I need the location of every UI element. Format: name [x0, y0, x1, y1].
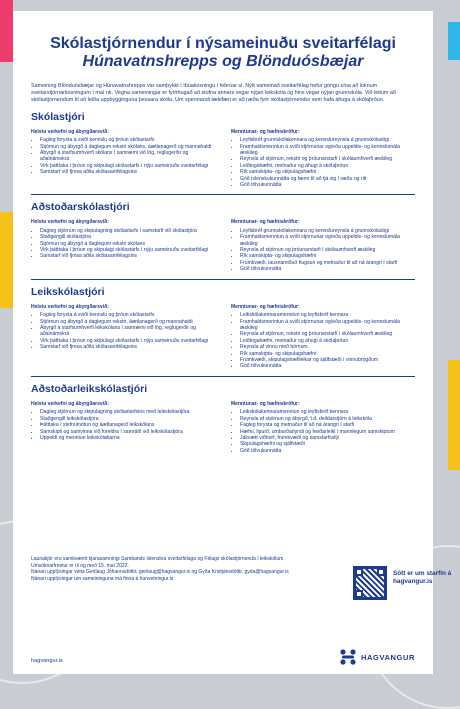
section-columns — [31, 401, 415, 454]
section-columns — [31, 129, 415, 189]
section-title: Skólastjóri — [31, 110, 85, 123]
qualifications-list — [231, 312, 415, 370]
list-item: • Samstarf við fjmsa aðila skólasamfélagsins — [40, 169, 215, 175]
qualifications-column — [231, 219, 415, 272]
list-item: • Fagleg forysta og metnaður til að ná árangri í starfi — [240, 422, 415, 428]
list-item: • Stjórnun og ábyrgð á daglegum rekstri skólans — [40, 241, 215, 247]
qualifications-column — [231, 129, 415, 189]
responsibilities-column — [31, 304, 215, 370]
list-item: • Virk þátttaka í þróun og skipulagi skólastarfs í nýju sameinuðu sveitarfélagi — [40, 247, 215, 253]
job-ad-poster — [13, 11, 452, 674]
list-item: • Rík samskipta- og skipulagshæfni — [240, 253, 415, 259]
qualifications-list — [231, 137, 415, 188]
list-item: • Uppeldi og menntun leikskólabarna — [40, 435, 215, 441]
list-item: • Jákvætt viðhorf, frumkvæði og samstarfsvilji — [240, 435, 415, 441]
list-item: • Staðgengill leikskólastjóra — [40, 416, 215, 422]
list-item: • Dagleg stjórnun og skipulagning skólastarfsins með leikskólastjóra — [40, 409, 215, 415]
list-item: • Leiðtogahæfni, metnaður og áhugi á skólaþróun — [240, 163, 415, 169]
list-item: • Hæfni, lipurð, umburðarlyndi og heiðarleiki í mannlegum samskiptum — [240, 429, 415, 435]
responsibilities-list — [31, 409, 215, 441]
footer-line: Nánari upplýsingar veita Geirlaug Jóhannsdóttir, geirlaug@hagvangur.is og Gyða Kristjánsdóttir, gyda@hagvangur.is — [31, 569, 289, 576]
responsibilities-heading: Helstu verkefni og ábyrgðarsvið: — [31, 400, 109, 407]
qualifications-heading: Menntunar- og hæfniskröfur: — [231, 219, 300, 226]
yellow-accent-bar-left — [0, 212, 13, 308]
logo-wordmark: HAGVANGUR — [360, 652, 415, 662]
qualifications-list — [231, 228, 415, 273]
job-section — [31, 111, 415, 189]
list-item: • Samstarf við fjmsa aðila skólasamfélagsins — [40, 253, 215, 259]
responsibilities-heading: Helstu verkefni og ábyrgðarsvið: — [31, 303, 109, 310]
list-item: • Framhaldsmenntun á sviði stjórnunar og/eða uppeldis- og kennslumála æskileg — [240, 319, 415, 332]
section-title: Aðstoðarskólastjóri — [31, 201, 130, 214]
job-section — [31, 279, 415, 370]
list-item: • Rík samskipta- og skipulagshæfni — [240, 351, 415, 357]
list-item: • Reynsla af vinnu með börnum — [240, 344, 415, 350]
job-section — [31, 376, 415, 454]
list-item: • Fagleg forysta á sviði kennslu og þróun skólastarfs — [40, 137, 215, 143]
list-item: • Ábyrgð á starfsumhverfi leikskólans í samræmi við lög, reglugerðir og aðalnámskrá — [40, 325, 215, 338]
list-item: • Leikskólakennaramenntun og leyfisbréf kennara — [240, 312, 415, 318]
list-item: • Góð íslenskukunnátta og færni til að tjá sig í ræðu og riti — [240, 176, 415, 182]
qualifications-column — [231, 401, 415, 454]
poster-title — [31, 35, 415, 71]
footer-line: Launakjör eru samkvæmt kjarasamningi Sambands íslenskra sveitarfélaga og Félags skólastjórnenda í leikskólum. — [31, 556, 285, 562]
poster-footer — [31, 556, 452, 674]
list-item: • Samskipti og samvinna við foreldra í samráði við leikskólastjóra — [40, 429, 215, 435]
list-item: • Samstarf við fjmsa aðila skólasamfélagsins — [40, 344, 215, 350]
job-sections — [31, 111, 415, 455]
list-item: • Framhaldsmenntun á sviði stjórnunar og/eða uppeldis- og kennslumála æskileg — [240, 144, 415, 157]
list-item: • Skipulagshæfni og sjálfstæði — [240, 441, 415, 447]
list-item: • Leyfisbréf grunnskólakennara og kennslureynsla á grunnskólastigi — [240, 228, 415, 234]
list-item: • Ábyrgð á starfsumhverfi skólans í samræmi við lög, reglugerðir og aðalnámskrá — [40, 150, 215, 163]
footer-line: Nánari upplýsingar um sameininguna má finna á hunvetningur.is — [31, 575, 174, 582]
list-item: • Góð tölvukunnátta — [240, 266, 415, 272]
list-item: • Rík samskipta- og skipulagshæfni — [240, 169, 415, 175]
list-item: • Fagleg forysta á sviði kennslu og þróun skólastarfs — [40, 312, 215, 318]
responsibilities-list — [31, 228, 215, 260]
list-item: • Frumkvæði, skipulagshæfileikar og sjálfstæði í vinnubrögðum — [240, 357, 415, 363]
list-item: • Þátttaka í stefnumótun og áætlanagerð leikskólans — [40, 422, 215, 428]
website-link[interactable]: hagvangur.is — [31, 658, 63, 664]
responsibilities-column — [31, 219, 215, 272]
footer-line: Umsóknarfrestur er til og með 15. maí 2022. — [31, 562, 129, 569]
section-title: Leikskólastjóri — [31, 285, 105, 298]
qualifications-list — [231, 409, 415, 454]
hagvangur-logo — [339, 648, 415, 666]
list-item: • Leiðtogahæfni, metnaður og áhugi á skólaþróun — [240, 338, 415, 344]
list-item: • Leikskólakennaramenntun og leyfisbréf kennara — [240, 409, 415, 415]
qualifications-heading: Menntunar- og hæfniskröfur: — [231, 128, 300, 135]
list-item: • Virk þátttaka í þróun og skipulagi skólastarfs í nýju sameinuðu sveitarfélagi — [40, 338, 215, 344]
list-item: • Leyfisbréf grunnskólakennara og kennslureynsla á grunnskólastigi — [240, 137, 415, 143]
section-columns — [31, 219, 415, 272]
footer-info — [31, 556, 331, 582]
list-item: • Reynsla af stjórnun, rekstri og þróunarstarfi í skólaumhverfi æskileg — [240, 331, 415, 337]
section-columns — [31, 304, 415, 370]
list-item: • Virk þátttaka í þróun og skipulagi skólastarfs í nýju sameinuðu sveitarfélagi — [40, 163, 215, 169]
list-item: • Góð tölvukunnátta — [240, 363, 415, 369]
cyan-accent-bar — [448, 22, 460, 60]
title-line-1: Skólastjórnendur í nýsameinuðu sveitarfélagi — [50, 35, 396, 52]
responsibilities-list — [31, 137, 215, 175]
list-item: • Stjórnun og ábyrgð á daglegum rekstri skólans, áætlanagerð og mannahaldi — [40, 144, 215, 150]
list-item: • Staðgengill skólastjóra — [40, 234, 215, 240]
intro-paragraph: Sameining Blönduósbæjar og Húnavatnshrepps var samþykkt í íbúakosningu í febrúar sl. Nýtt sameinað sveitarfélag hefur göngu sína að loknum sveitarstjórnarkosningum í maí nk. Vegna sameiningar er fyrirhugað að stofna annars vegar nýjan leikskóla og hins vegar nýjan grunnskóla. Við leitum að skólastjórnendum til að leiða uppbygginguna þessara skóla. Um spennandi tækifæri er að ræða fyrir skólastjórnendur sem hafa áhuga á skólaþróun. — [31, 83, 396, 104]
responsibilities-heading: Helstu verkefni og ábyrgðarsvið: — [31, 219, 109, 226]
list-item: • Góð tölvukunnátta — [240, 182, 415, 188]
list-item: • Reynsla af stjórnun og þróunarstarfi í skólaumhverfi æskileg — [240, 247, 415, 253]
qualifications-column — [231, 304, 415, 370]
qr-code[interactable] — [353, 566, 387, 600]
responsibilities-heading: Helstu verkefni og ábyrgðarsvið: — [31, 128, 109, 135]
list-item: • Stjórnun og ábyrgð á daglegum rekstri, áætlanagerð og mannahaldi — [40, 319, 215, 325]
hagvangur-logo-icon — [339, 648, 357, 666]
apply-call-to-action: Sótt er um starfin á hagvangur.is — [393, 570, 452, 585]
pink-accent-bar — [0, 0, 13, 62]
list-item: • Reynsla af stjórnun, rekstri og þróunarstarfi í skólaumhverfi æskileg — [240, 156, 415, 162]
list-item: • Frumkvæði, lausnamiðuð hugsun og metnaður til að ná árangri í starfi — [240, 260, 415, 266]
list-item: • Góð tölvukunnátta — [240, 448, 415, 454]
list-item: • Reynsla af stjórnun og ábyrgð, t.d. deildarstjórn á leikskóla — [240, 416, 415, 422]
qualifications-heading: Menntunar- og hæfniskröfur: — [231, 303, 300, 310]
list-item: • Framhaldsmenntun á sviði stjórnunar og/eða uppeldis- og kennslumála æskileg — [240, 234, 415, 247]
responsibilities-column — [31, 401, 215, 454]
job-section — [31, 194, 415, 272]
title-line-2: Húnavatnshrepps og Blönduósbæjar — [82, 53, 364, 70]
list-item: • Dagleg stjórnun og skipulagning skólastarfs í samstarfi við skólastjóra — [40, 228, 215, 234]
yellow-accent-bar-right — [448, 360, 460, 470]
responsibilities-list — [31, 312, 215, 350]
responsibilities-column — [31, 129, 215, 189]
section-title: Aðstoðarleikskólastjóri — [31, 382, 148, 395]
qualifications-heading: Menntunar- og hæfniskröfur: — [231, 400, 300, 407]
